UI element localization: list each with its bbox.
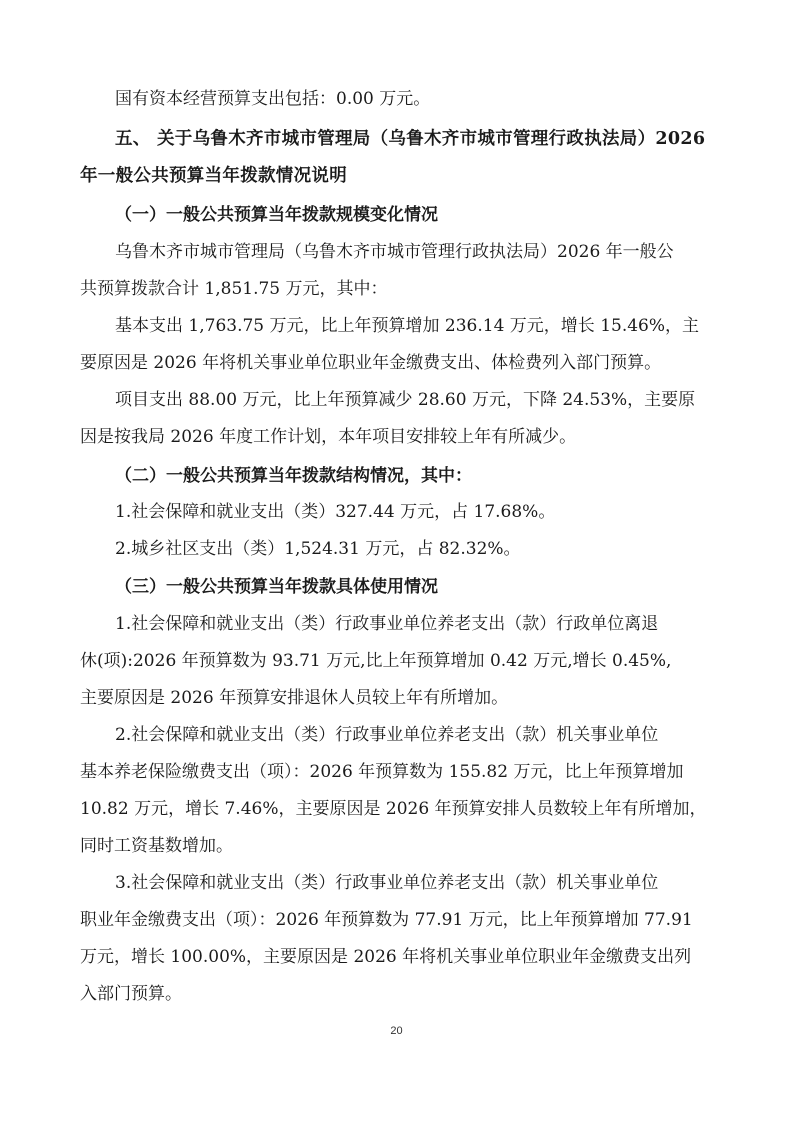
paragraph-line: 共预算拨款合计 1,851.75 万元，其中： (80, 279, 388, 299)
subsection-heading-3: （三）一般公共预算当年拨款具体使用情况 (115, 577, 438, 597)
paragraph-line: 2.社会保障和就业支出（类）行政事业单位养老支出（款）机关事业单位 (115, 725, 659, 745)
paragraph-line: 3.社会保障和就业支出（类）行政事业单位养老支出（款）机关事业单位 (115, 873, 659, 893)
section-heading-continuation: 年一般公共预算当年拨款情况说明 (80, 166, 347, 186)
section-heading: 五、 关于乌鲁木齐市城市管理局（乌鲁木齐市城市管理行政执法局）2026 (115, 129, 706, 149)
page-number: 20 (390, 1025, 403, 1037)
paragraph-line: 要原因是 2026 年将机关事业单位职业年金缴费支出、体检费列入部门预算。 (80, 353, 662, 373)
paragraph-line: 国有资本经营预算支出包括：0.00 万元。 (115, 89, 431, 109)
paragraph-line: 主要原因是 2026 年预算安排退休人员较上年有所增加。 (80, 688, 509, 708)
paragraph-line: 入部门预算。 (80, 984, 182, 1004)
paragraph-line: 乌鲁木齐市城市管理局（乌鲁木齐市城市管理行政执法局）2026 年一般公 (115, 242, 674, 262)
paragraph-line: 同时工资基数增加。 (80, 836, 233, 856)
list-item: 1.社会保障和就业支出（类）327.44 万元，占 17.68%。 (115, 502, 556, 522)
paragraph-line: 休(项):2026 年预算数为 93.71 万元,比上年预算增加 0.42 万元,增长 0.45%, (80, 651, 672, 671)
subsection-heading-1: （一）一般公共预算当年拨款规模变化情况 (115, 205, 438, 225)
paragraph-line: 职业年金缴费支出（项）：2026 年预算数为 77.91 万元，比上年预算增加 77.91 (80, 910, 693, 930)
paragraph-line: 基本养老保险缴费支出（项）：2026 年预算数为 155.82 万元，比上年预算增加 (80, 762, 684, 782)
subsection-heading-2: （二）一般公共预算当年拨款结构情况，其中： (115, 466, 472, 486)
paragraph-line: 万元，增长 100.00%，主要原因是 2026 年将机关事业单位职业年金缴费支出列 (80, 947, 692, 967)
paragraph-line: 1.社会保障和就业支出（类）行政事业单位养老支出（款）行政单位离退 (115, 614, 659, 634)
paragraph-line: 10.82 万元，增长 7.46%，主要原因是 2026 年预算安排人员数较上年有所增加， (80, 799, 707, 819)
paragraph-line: 项目支出 88.00 万元，比上年预算减少 28.60 万元，下降 24.53%，主要原 (115, 390, 696, 410)
paragraph-line: 因是按我局 2026 年度工作计划，本年项目安排较上年有所减少。 (80, 427, 577, 447)
list-item: 2.城乡社区支出（类）1,524.31 万元，占 82.32%。 (115, 539, 521, 559)
paragraph-line: 基本支出 1,763.75 万元，比上年预算增加 236.14 万元，增长 15.46%，主 (115, 316, 700, 336)
